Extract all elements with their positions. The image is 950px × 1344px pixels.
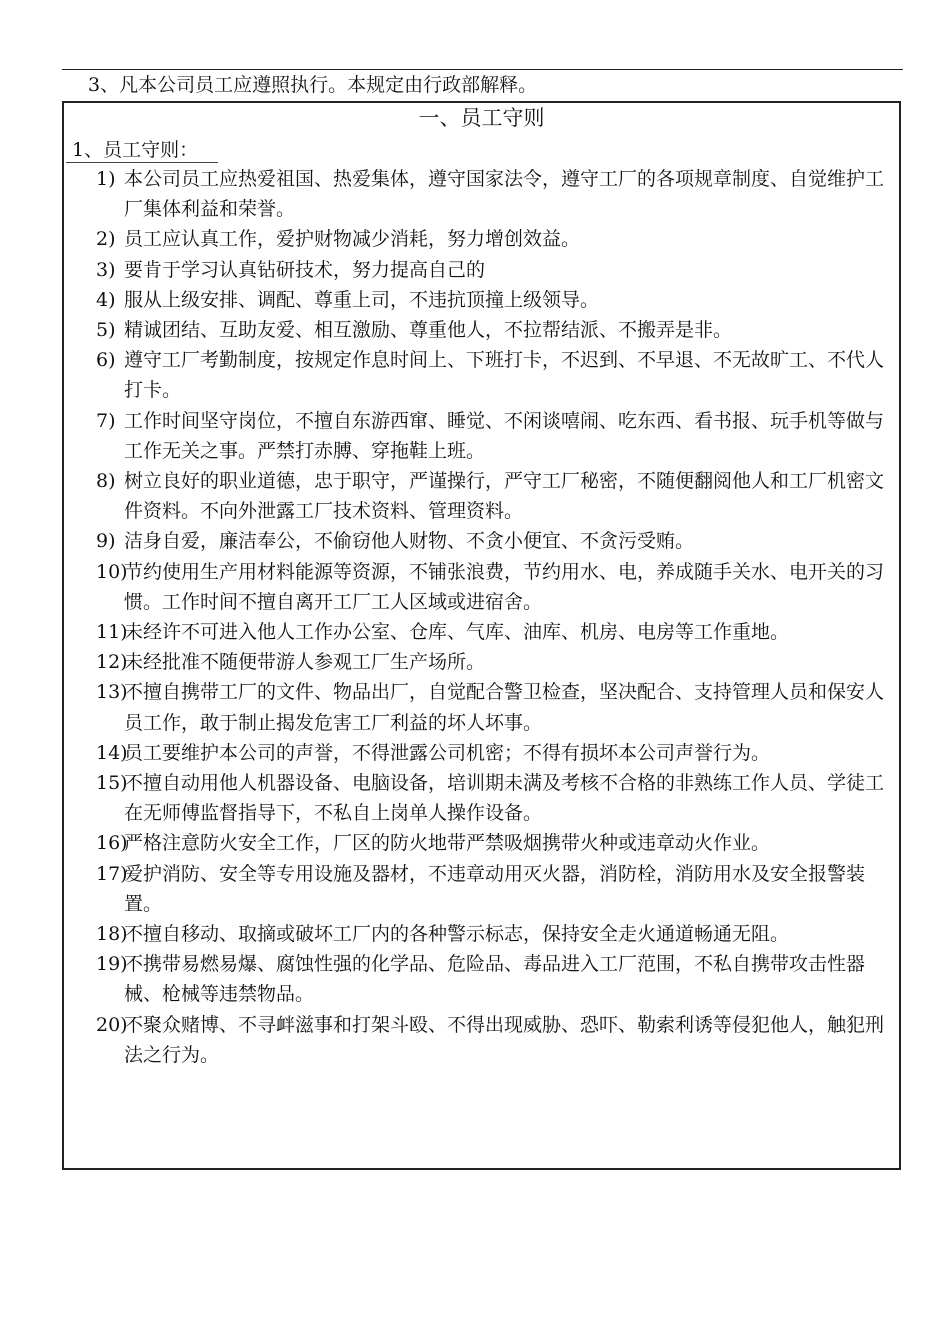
rule-number: 4) xyxy=(96,288,116,311)
rule-number: 18) xyxy=(96,923,128,946)
rule-number: 20) xyxy=(96,1013,128,1036)
rule-item xyxy=(64,466,899,526)
rule-item xyxy=(64,406,899,466)
rule-item xyxy=(64,526,899,556)
top-clause: 3、凡本公司员工应遵照执行。本规定由行政部解释。 xyxy=(88,74,538,96)
subheading-underline xyxy=(66,162,218,163)
rule-item xyxy=(64,919,899,949)
rule-item xyxy=(64,557,899,617)
rule-text: 工作时间坚守岗位，不擅自东游西窜、睡觉、不闲谈嘻闹、吃东西、看书报、玩手机等做与工作无关之事。严禁打赤膊、穿拖鞋上班。 xyxy=(124,409,885,462)
rule-item xyxy=(64,647,899,677)
rules-list xyxy=(64,164,899,1070)
rule-number: 7) xyxy=(96,409,116,432)
rule-text: 未经批准不随便带游人参观工厂生产场所。 xyxy=(124,651,486,674)
rule-number: 17) xyxy=(96,862,128,885)
top-divider xyxy=(62,69,903,70)
rule-number: 13) xyxy=(96,681,128,704)
rule-text: 遵守工厂考勤制度，按规定作息时间上、下班打卡，不迟到、不早退、不无故旷工、不代人打卡。 xyxy=(124,349,885,402)
rule-text: 树立良好的职业道德，忠于职守，严谨操行，严守工厂秘密，不随便翻阅他人和工厂机密文件资料。不向外泄露工厂技术资料、管理资料。 xyxy=(124,470,885,523)
rule-text: 洁身自爱，廉洁奉公，不偷窃他人财物、不贪小便宜、不贪污受贿。 xyxy=(124,530,695,553)
rule-item xyxy=(64,828,899,858)
rule-item xyxy=(64,255,899,285)
rule-number: 8) xyxy=(96,470,116,493)
rule-text: 员工要维护本公司的声誉，不得泄露公司机密；不得有损坏本公司声誉行为。 xyxy=(124,741,771,764)
rule-number: 12) xyxy=(96,651,128,674)
rule-item xyxy=(64,738,899,768)
rule-text: 节约使用生产用材料能源等资源，不铺张浪费，节约用水、电，养成随手关水、电开关的习惯。工作时间不擅自离开工厂工人区域或进宿舍。 xyxy=(124,560,885,613)
rule-text: 不聚众赌博、不寻衅滋事和打架斗殴、不得出现威胁、恐吓、勒索利诱等侵犯他人，触犯刑法之行为。 xyxy=(124,1013,885,1066)
rule-text: 爱护消防、安全等专用设施及器材，不违章动用灭火器，消防栓，消防用水及安全报警装置。 xyxy=(124,862,866,915)
rule-item xyxy=(64,224,899,254)
rule-item xyxy=(64,315,899,345)
rule-text: 精诚团结、互助友爱、相互激励、尊重他人，不拉帮结派、不搬弄是非。 xyxy=(124,319,733,342)
rule-text: 不携带易燃易爆、腐蚀性强的化学品、危险品、毒品进入工厂范围，不私自携带攻击性器械、枪械等违禁物品。 xyxy=(124,953,866,1006)
rules-frame xyxy=(62,101,901,1170)
rule-number: 9) xyxy=(96,530,116,553)
rule-number: 1) xyxy=(96,168,116,190)
section-title: 一、员工守则 xyxy=(418,106,545,130)
rule-item xyxy=(64,164,899,224)
rule-text: 不擅自移动、取摘或破坏工厂内的各种警示标志，保持安全走火通道畅通无阻。 xyxy=(124,923,790,946)
rule-item xyxy=(64,345,899,405)
rule-text: 不擅自动用他人机器设备、电脑设备，培训期未满及考核不合格的非熟练工作人员、学徒工在无师傅监督指导下，不私自上岗单人操作设备。 xyxy=(124,772,885,825)
rule-text: 严格注意防火安全工作，厂区的防火地带严禁吸烟携带火种或违章动火作业。 xyxy=(124,832,771,855)
rule-text: 服从上级安排、调配、尊重上司，不违抗顶撞上级领导。 xyxy=(124,288,600,311)
rule-number: 15) xyxy=(96,772,128,795)
rule-item xyxy=(64,768,899,828)
rule-text: 要肯于学习认真钻研技术，努力提高自己的 xyxy=(124,258,486,281)
rule-item xyxy=(64,949,899,1009)
rule-number: 3) xyxy=(96,258,116,281)
rule-text: 本公司员工应热爱祖国、热爱集体，遵守国家法令，遵守工厂的各项规章制度、自觉维护工厂集体利益和荣誉。 xyxy=(124,168,885,221)
rule-number: 2) xyxy=(96,228,116,251)
rule-text: 员工应认真工作，爱护财物减少消耗，努力增创效益。 xyxy=(124,228,581,251)
rule-item xyxy=(64,859,899,919)
rule-text: 不擅自携带工厂的文件、物品出厂，自觉配合警卫检查，坚决配合、支持管理人员和保安人员工作，敢于制止揭发危害工厂利益的坏人坏事。 xyxy=(124,681,885,734)
rule-text: 未经许不可进入他人工作办公室、仓库、气库、油库、机房、电房等工作重地。 xyxy=(124,621,790,644)
rule-number: 14) xyxy=(96,741,128,764)
rule-number: 5) xyxy=(96,319,116,342)
rule-number: 16) xyxy=(96,832,128,855)
rule-number: 6) xyxy=(96,349,116,372)
rule-item xyxy=(64,677,899,737)
rule-item xyxy=(64,1010,899,1070)
subheading: 1、员工守则： xyxy=(72,139,199,161)
rule-number: 19) xyxy=(96,953,128,976)
rule-number: 10) xyxy=(96,560,128,583)
rule-number: 11) xyxy=(96,621,128,644)
rule-item xyxy=(64,285,899,315)
rule-item xyxy=(64,617,899,647)
